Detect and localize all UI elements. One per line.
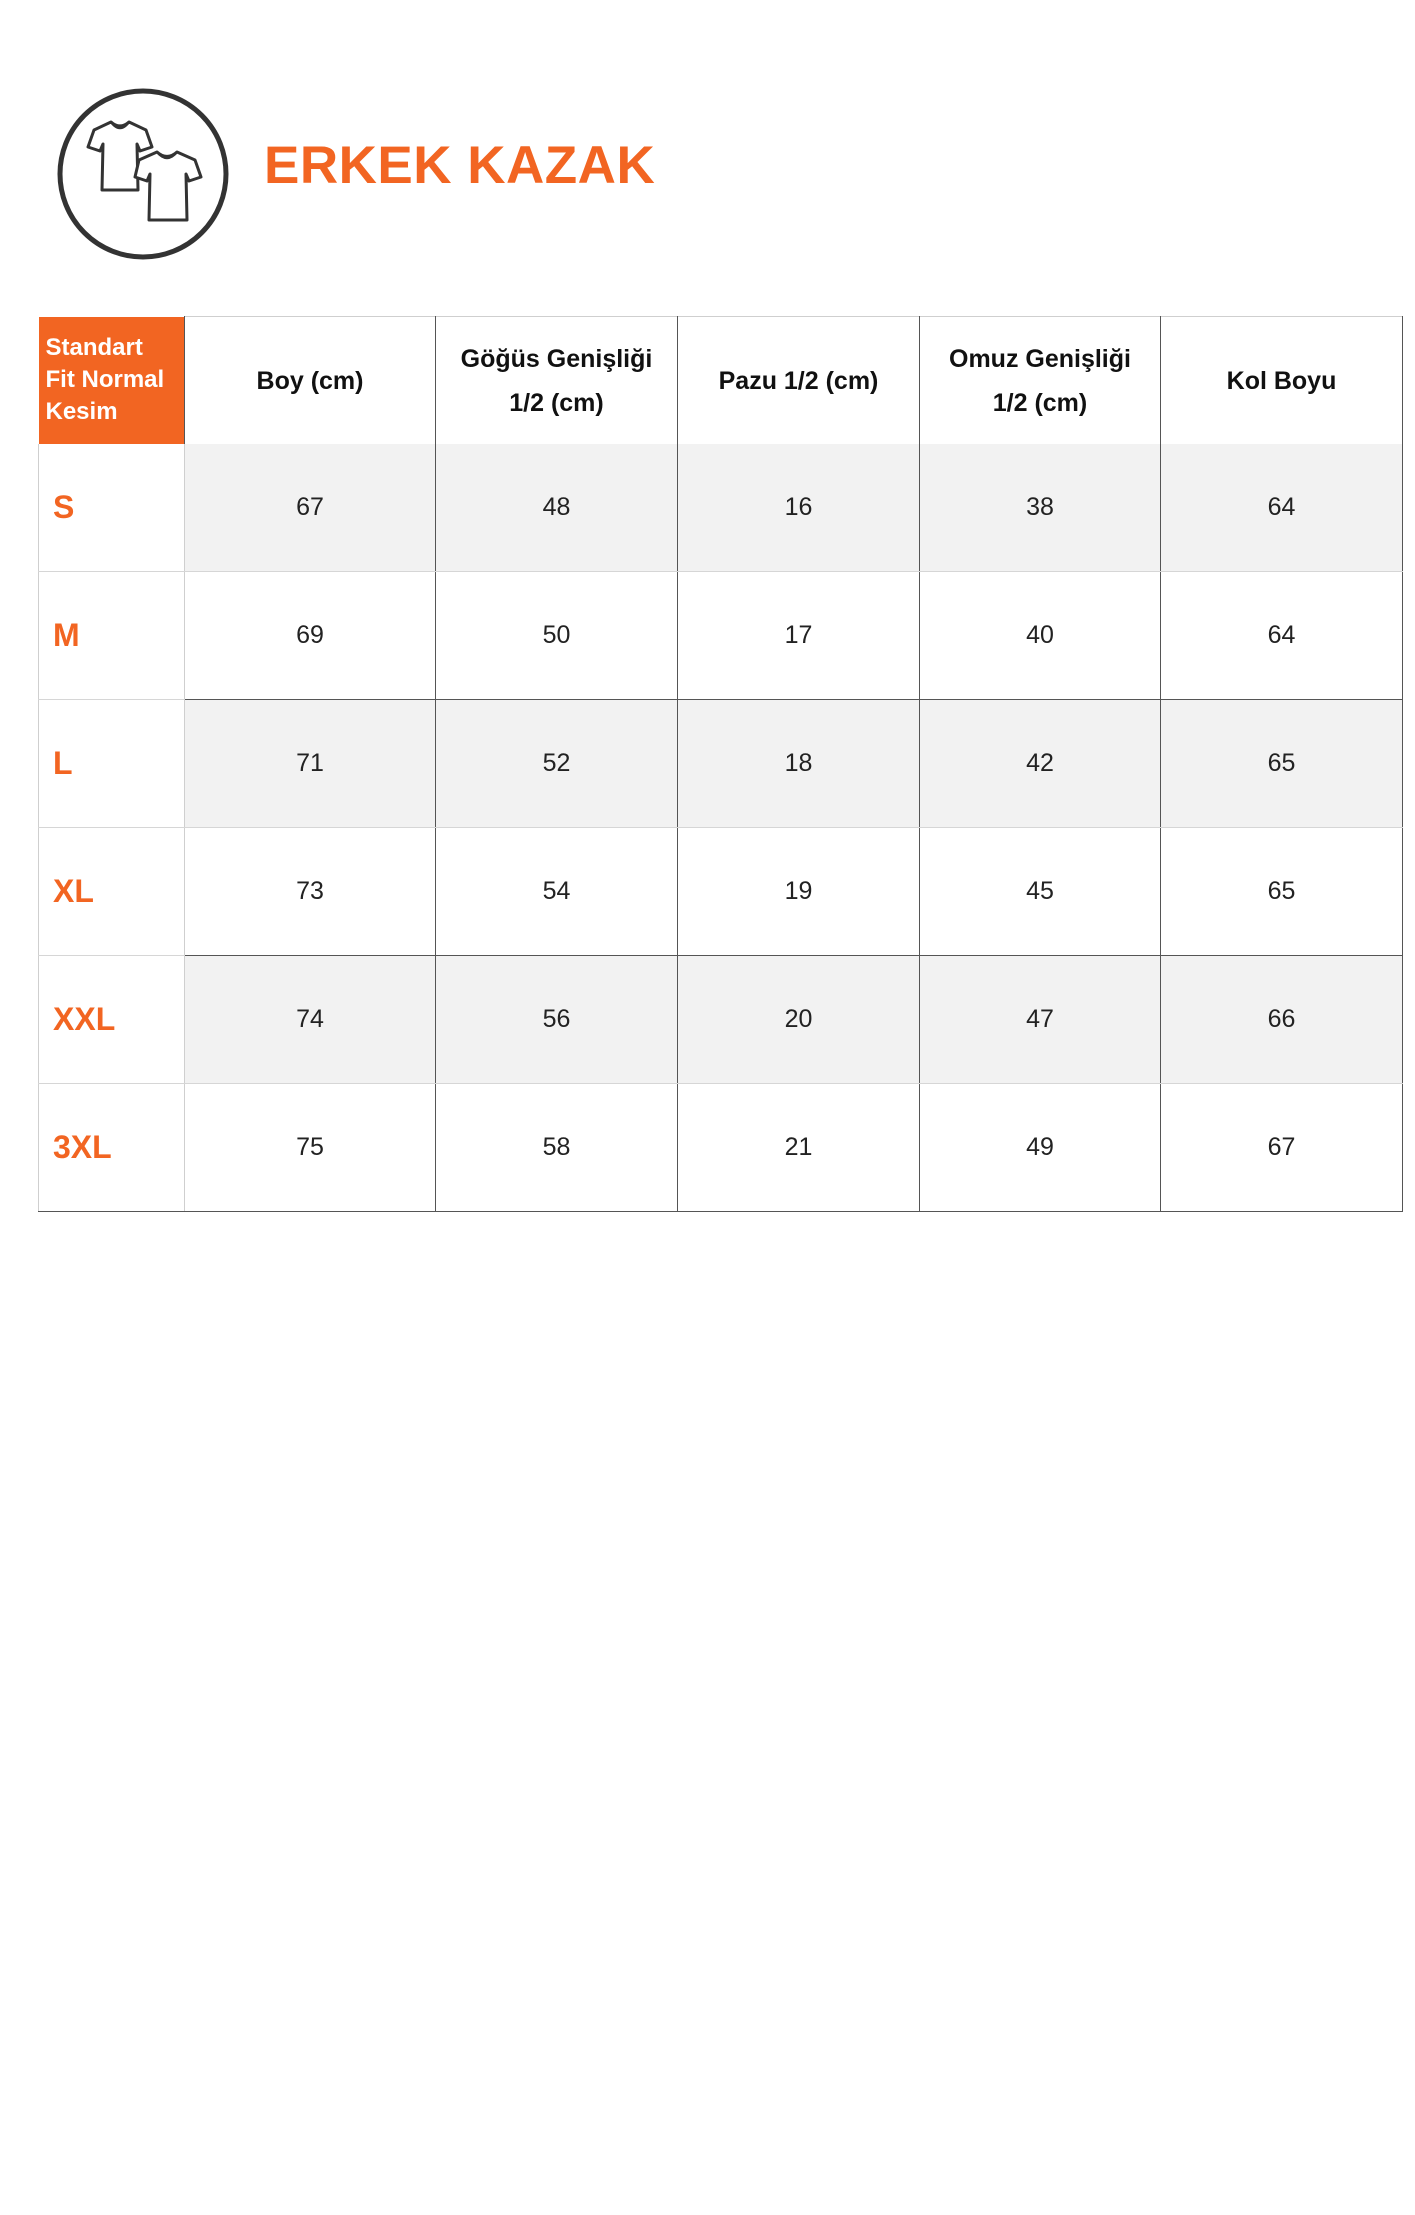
table-row (39, 956, 1403, 1084)
size-label: 3XL (39, 1084, 185, 1212)
fit-type-line: Fit Normal (45, 366, 165, 394)
table-cell: 17 (678, 572, 920, 700)
tshirts-logo (56, 87, 230, 261)
page-title: ERKEK KAZAK (264, 136, 656, 195)
table-cell: 48 (436, 444, 678, 572)
table-cell: 38 (920, 444, 1161, 572)
fit-type-header (39, 317, 185, 445)
table-cell: 65 (1161, 828, 1403, 956)
table-cell: 66 (1161, 956, 1403, 1084)
table-row (39, 700, 1403, 828)
size-label: XXL (39, 956, 185, 1084)
table-row (39, 572, 1403, 700)
table-cell: 69 (185, 572, 436, 700)
size-label: M (39, 572, 185, 700)
table-cell: 47 (920, 956, 1161, 1084)
table-cell: 19 (678, 828, 920, 956)
table-cell: 49 (920, 1084, 1161, 1212)
column-header-sublabel: 1/2 (cm) (509, 388, 604, 417)
column-header-label: Pazu 1/2 (cm) (718, 366, 879, 395)
table-cell: 73 (185, 828, 436, 956)
table-cell: 18 (678, 700, 920, 828)
fit-type-line: Kesim (45, 398, 118, 426)
table-cell: 67 (185, 444, 436, 572)
fit-type-line: Standart (45, 334, 143, 362)
tshirts-icon (56, 87, 230, 261)
table-cell: 67 (1161, 1084, 1403, 1212)
table-cell: 71 (185, 700, 436, 828)
column-header-kol (1161, 317, 1403, 445)
table-cell: 74 (185, 956, 436, 1084)
table-cell: 42 (920, 700, 1161, 828)
column-header-label: Göğüs Genişliği (460, 344, 653, 373)
table-cell: 52 (436, 700, 678, 828)
column-header-pazu (678, 317, 920, 445)
table-cell: 50 (436, 572, 678, 700)
size-label: S (39, 444, 185, 572)
table-header-row (39, 317, 1403, 445)
table-row (39, 444, 1403, 572)
column-header-label: Kol Boyu (1226, 366, 1337, 395)
table-cell: 58 (436, 1084, 678, 1212)
column-header-label: Boy (cm) (256, 366, 364, 395)
table-cell: 64 (1161, 572, 1403, 700)
column-header-sublabel: 1/2 (cm) (992, 388, 1088, 417)
column-header-boy (185, 317, 436, 445)
table-row (39, 1084, 1403, 1212)
table-cell: 56 (436, 956, 678, 1084)
table-cell: 75 (185, 1084, 436, 1212)
table-row (39, 828, 1403, 956)
size-label: L (39, 700, 185, 828)
column-header-omuz (920, 317, 1161, 445)
size-chart-table (38, 316, 1403, 1212)
table-cell: 64 (1161, 444, 1403, 572)
size-label: XL (39, 828, 185, 956)
table-cell: 20 (678, 956, 920, 1084)
column-header-label: Omuz Genişliği (949, 344, 1131, 373)
table-cell: 40 (920, 572, 1161, 700)
table-cell: 45 (920, 828, 1161, 956)
table-cell: 65 (1161, 700, 1403, 828)
column-header-gogus (436, 317, 678, 445)
table-cell: 16 (678, 444, 920, 572)
table-cell: 21 (678, 1084, 920, 1212)
table-cell: 54 (436, 828, 678, 956)
